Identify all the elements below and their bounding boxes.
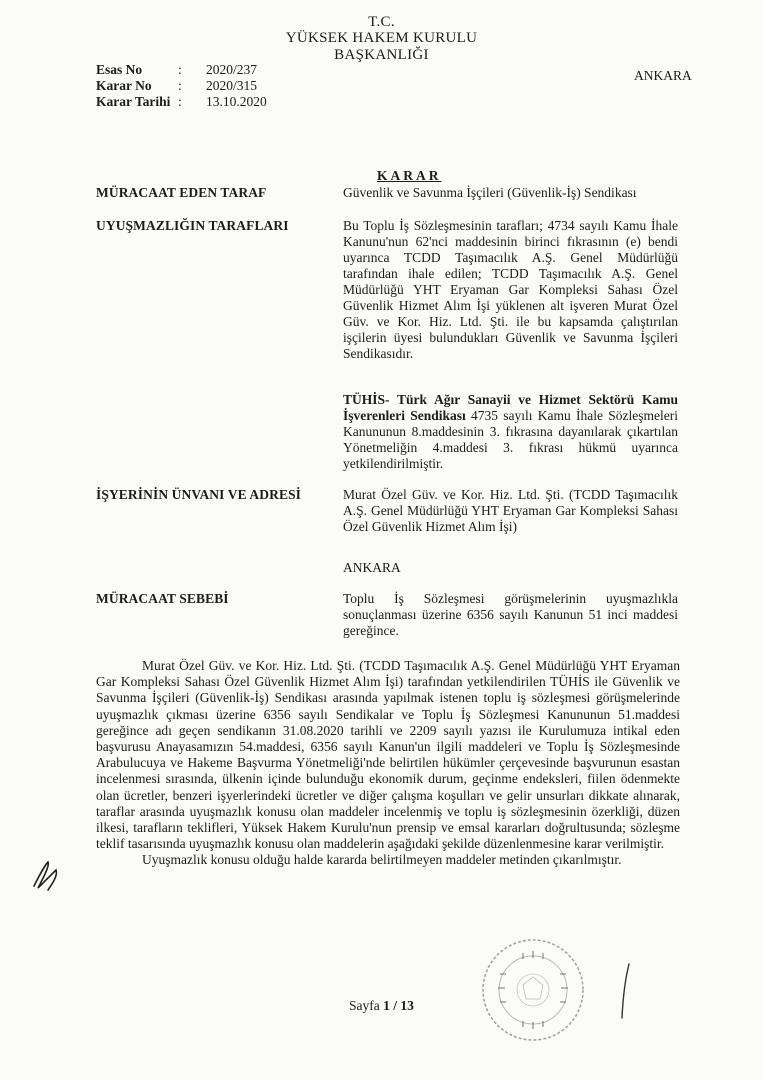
case-meta — [96, 62, 267, 110]
workplace-value: Murat Özel Güv. ve Kor. Hiz. Ltd. Şti. (TCDD Taşımacılık A.Ş. Genel Müdürlüğü YHT Eryaman Gar Kompleksi Sahası Özel Güvenlik Hizmet Alım İşi) — [343, 487, 678, 534]
meta-colon: : — [178, 78, 182, 93]
meta-value: 13.10.2020 — [206, 94, 267, 109]
page-prefix: Sayfa — [349, 998, 384, 1013]
header-office: BAŞKANLIĞI — [334, 47, 429, 63]
parties-paragraph-1: Bu Toplu İş Sözleşmesinin tarafları; 4734 sayılı Kamu İhale Kanunu'nun 62'nci maddesinin birinci fıkrasının (e) bendi uyarınca TCDD Taşımacılık A.Ş. Genel Müdürlüğü tarafından ihale edilen; TCDD Taşımacılık A.Ş. Genel Müdürlüğü YHT Eryaman Gar Kompleksi Sahası Özel Güvenlik Hizmet Alım İşi yüklenen alt işveren Murat Özel Güv. ve Kor. Hiz. Ltd. Şti. ile bu kapsamda çalıştırılan işçilerin üyesi bulundukları Güvenlik ve Savunma İşçileri Sendikasıdır. — [343, 218, 678, 361]
reason-label: MÜRACAAT SEBEBİ — [96, 591, 229, 606]
page-count: 1 / 13 — [383, 998, 414, 1013]
employer-union-authority: 4735 sayılı Kamu İhale Sözleşmeleri Kanununun 8.maddesinin 3. fıkrasına dayanılarak çıkartılan Yönetmeliğin 4.maddesi 3. fıkrası hükmü uyarınca yetkilendirilmiştir. — [343, 408, 679, 471]
document-title: KARAR — [377, 168, 442, 183]
decision-body — [96, 658, 680, 869]
meta-key: Esas No — [96, 62, 143, 77]
meta-colon: : — [178, 94, 182, 109]
meta-row-karar — [96, 78, 267, 94]
meta-value: 2020/315 — [206, 78, 258, 93]
official-seal-icon — [478, 935, 588, 1045]
signature-initial-icon — [28, 856, 68, 896]
meta-row-tarih — [96, 94, 267, 110]
header-tc: T.C. — [368, 14, 395, 30]
meta-colon: : — [178, 62, 182, 77]
body-paragraph-2: Uyuşmazlık konusu olduğu halde kararda belirtilmeyen maddeler metinden çıkarılmıştır. — [142, 852, 622, 868]
meta-key: Karar No — [96, 78, 152, 93]
header-institution: YÜKSEK HAKEM KURULU — [285, 30, 478, 46]
meta-row-esas — [96, 62, 267, 78]
parties-label: UYUŞMAZLIĞIN TARAFLARI — [96, 218, 289, 233]
body-paragraph-1: Murat Özel Güv. ve Kor. Hiz. Ltd. Şti. (TCDD Taşımacılık A.Ş. Genel Müdürlüğü YHT Eryaman Gar Kompleksi Sahası Özel Güvenlik Hizmet Alım İşi) tarafından yetkilendirilen TÜHİS ile Güvenlik ve Savunma İşçileri (Güvenlik-İş) Sendikası arasında yapılmak istenen toplu iş sözleşmesi görüşmelerinde uyuşmazlık çıkması üzerine 6356 sayılı Sendikalar ve Toplu İş Sözleşmesi Kanununun 51.maddesi gereğince adı geçen sendikanın 31.08.2020 tarihli ve 2209 sayılı yazısı ile Kurulumuza intikal eden başvurusu Anayasamızın 54.maddesi, 6356 sayılı Kanun'un ilgili maddeleri ve Toplu İş Sözleşmesinde Arabulucuya ve Hakeme Başvurma Yönetmeliği'nde belirtilen hükümler çerçevesinde başvurunun esastan incelenmesi sırasında, ülkenin içinde bulunduğu ekonomik durum, geçinme endeksleri, fiilen ödenmekte olan ücretler, benzeri işyerlerindeki ücretler ve diğer çalışma koşulları ve gelir unsurları dikkate alınarak, taraflar arasında uyuşmazlık konusu olan maddeler incelenmiş ve toplu iş sözleşmesinin özerkliği, düzen ilkesi, tarafların teklifleri, Yüksek Hakem Kurulu'nun prensip ve emsal kararları doğrultusunda; sözleşme teklif tasarısında uyuşmazlık konusu olan maddelerin aşağıdaki şekilde düzenlenmesine karar verilmiştir. — [96, 658, 680, 852]
meta-key: Karar Tarihi — [96, 94, 171, 109]
meta-value: 2020/237 — [206, 62, 258, 77]
parties-paragraph-2 — [343, 392, 678, 472]
applicant-label: MÜRACAAT EDEN TARAF — [96, 185, 267, 200]
reason-value: Toplu İş Sözleşmesi görüşmelerinin uyuşmazlıkla sonuçlanması üzerine 6356 sayılı Kanunun 51 inci maddesi gereğince. — [343, 591, 678, 638]
employer-union-name: TÜHİS- Türk Ağır Sanayii ve Hizmet Sektörü Kamu İşverenleri Sendikası — [343, 392, 678, 423]
page-number — [0, 998, 763, 1014]
workplace-city: ANKARA — [343, 560, 401, 575]
city-label: ANKARA — [634, 68, 692, 83]
workplace-label: İŞYERİNİN ÜNVANI VE ADRESİ — [96, 487, 302, 502]
applicant-value: Güvenlik ve Savunma İşçileri (Güvenlik-İş) Sendikası — [343, 185, 637, 200]
